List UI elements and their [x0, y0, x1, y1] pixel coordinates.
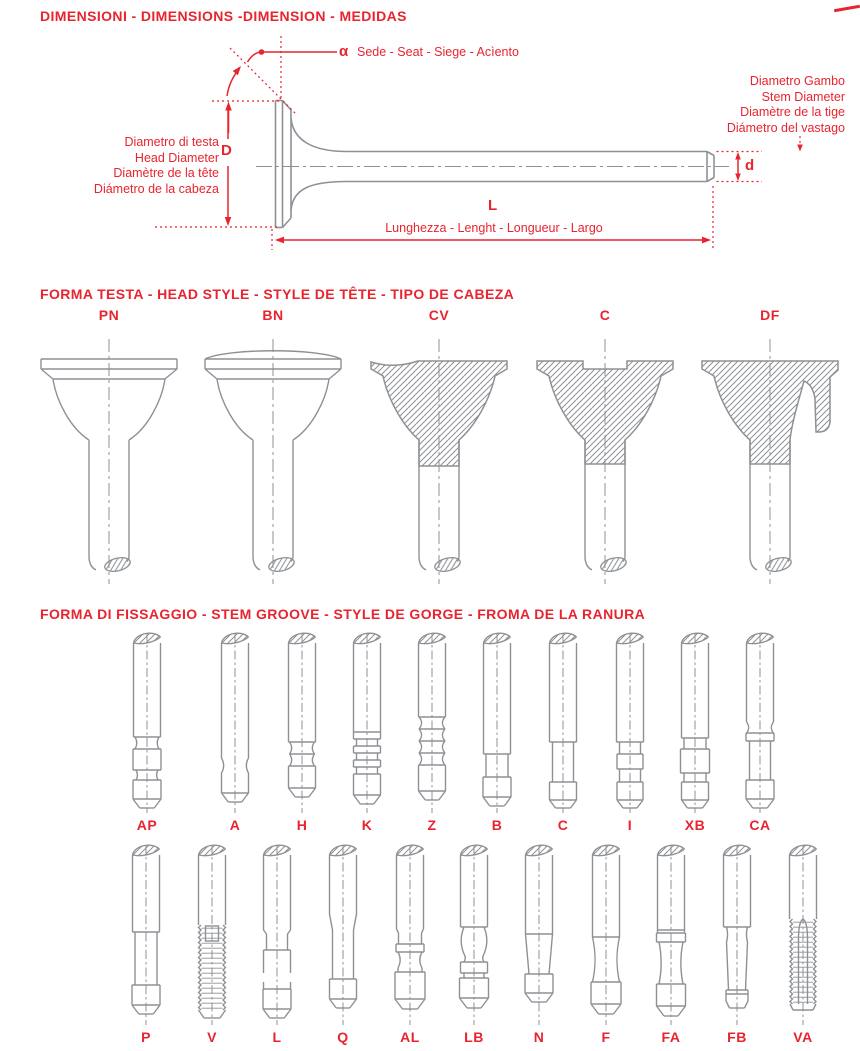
stem-diameter-label [560, 74, 845, 136]
stem-diameter-line-fr: Diamètre de la tige [740, 105, 845, 119]
stem-groove-figure-VA [773, 842, 833, 1046]
stem-groove-label: XB [684, 817, 706, 833]
head-style-drawing-CV [354, 336, 524, 588]
stem-groove-figure-F [576, 842, 636, 1046]
stem-groove-figure-V [182, 842, 242, 1046]
head-style-label: C [599, 307, 611, 323]
head-style-figure-CV [354, 306, 524, 588]
stem-groove-figure-H [272, 630, 332, 834]
stem-groove-drawing-F [576, 842, 636, 1028]
head-diameter-line-es: Diámetro de la cabeza [93, 181, 219, 196]
stem-groove-figure-AL [380, 842, 440, 1046]
length-dimension [272, 186, 713, 250]
section-title-dimensions: DIMENSIONI - DIMENSIONS -DIMENSION - MEDIDAS [40, 8, 407, 24]
stem-groove-figure-Z [402, 630, 462, 834]
stem-groove-figure-LB [444, 842, 504, 1046]
head-style-label: CV [428, 307, 450, 323]
stem-groove-figure-I [600, 630, 660, 834]
head-diameter-line-it: Diametro di testa [124, 135, 219, 149]
length-label: Lunghezza - Lenght - Longueur - Largo [385, 221, 603, 235]
head-style-drawing-BN [188, 336, 358, 588]
head-style-label: DF [760, 307, 780, 323]
stem-groove-drawing-FB [707, 842, 767, 1028]
stem-groove-label: C [557, 817, 569, 833]
head-diameter-line-en: Head Diameter [134, 150, 219, 165]
stem-groove-figure-K [337, 630, 397, 834]
stem-groove-label: AP [136, 817, 158, 833]
stem-groove-figure-N [509, 842, 569, 1046]
seat-label: Sede - Seat - Siege - Acìento [357, 45, 519, 59]
head-style-figure-PN [24, 306, 194, 588]
stem-groove-drawing-H [272, 630, 332, 816]
stem-groove-label: FA [661, 1029, 681, 1045]
stem-groove-label: AL [400, 1029, 420, 1045]
stem-groove-figure-C [533, 630, 593, 834]
stem-diameter-line-es: Diámetro del vastago [726, 120, 845, 135]
stem-groove-drawing-L [247, 842, 307, 1028]
section-title-stem-grooves: FORMA DI FISSAGGIO - STEM GROOVE - STYLE DE GORGE - FROMA DE LA RANURA [40, 606, 646, 622]
dimension-diagram [0, 0, 860, 270]
stem-groove-drawing-C [533, 630, 593, 816]
length-symbol: L [488, 197, 498, 214]
stem-groove-label: Z [427, 817, 437, 833]
stem-groove-figure-A [205, 630, 265, 834]
stem-groove-label: L [272, 1029, 282, 1045]
head-style-drawing-DF [685, 336, 855, 588]
stem-groove-figure-FA [641, 842, 701, 1046]
seat-angle-symbol: α [339, 43, 349, 60]
head-style-figure-BN [188, 306, 358, 588]
stem-groove-label: LB [464, 1029, 484, 1045]
stem-groove-drawing-V [182, 842, 242, 1028]
stem-groove-figure-CA [730, 630, 790, 834]
stem-groove-label: V [207, 1029, 217, 1045]
stem-groove-figure-XB [665, 630, 725, 834]
head-diameter-label [0, 135, 219, 197]
head-style-label: BN [262, 307, 284, 323]
stem-groove-figure-B [467, 630, 527, 834]
stem-groove-drawing-I [600, 630, 660, 816]
stem-groove-drawing-P [116, 842, 176, 1028]
stem-groove-label: N [533, 1029, 545, 1045]
stem-groove-drawing-AL [380, 842, 440, 1028]
stem-groove-drawing-K [337, 630, 397, 816]
stem-groove-figure-FB [707, 842, 767, 1046]
stem-groove-drawing-B [467, 630, 527, 816]
stem-groove-drawing-CA [730, 630, 790, 816]
stem-diameter-dimension [717, 136, 803, 182]
head-style-figure-C [520, 306, 690, 588]
stem-groove-figure-P [116, 842, 176, 1046]
stem-groove-label: K [361, 817, 373, 833]
stem-groove-label: H [296, 817, 308, 833]
head-style-drawing-PN [24, 336, 194, 588]
stem-diameter-symbol: d [745, 157, 755, 174]
stem-diameter-line-it: Diametro Gambo [749, 74, 845, 88]
seat-angle-annotation [212, 36, 337, 133]
stem-groove-drawing-XB [665, 630, 725, 816]
stem-groove-drawing-A [205, 630, 265, 816]
head-style-drawing-C [520, 336, 690, 588]
stem-groove-label: P [141, 1029, 151, 1045]
stem-groove-figure-AP [117, 630, 177, 834]
stem-groove-drawing-FA [641, 842, 701, 1028]
stem-groove-drawing-N [509, 842, 569, 1028]
stem-groove-drawing-VA [773, 842, 833, 1028]
section-title-head-styles: FORMA TESTA - HEAD STYLE - STYLE DE TÊTE - TIPO DE CABEZA [40, 286, 515, 302]
stem-groove-label: A [229, 817, 241, 833]
head-diameter-symbol: D [221, 142, 232, 159]
head-diameter-line-fr: Diamètre de la tête [113, 166, 219, 180]
stem-groove-drawing-AP [117, 630, 177, 816]
stem-groove-label: VA [793, 1029, 813, 1045]
stem-diameter-line-en: Stem Diameter [761, 89, 845, 104]
stem-groove-label: B [491, 817, 503, 833]
stem-groove-drawing-LB [444, 842, 504, 1028]
stem-groove-drawing-Q [313, 842, 373, 1028]
stem-groove-label: FB [727, 1029, 747, 1045]
stem-groove-label: F [601, 1029, 611, 1045]
stem-groove-drawing-Z [402, 630, 462, 816]
head-style-label: PN [98, 307, 120, 323]
stem-groove-label: Q [337, 1029, 349, 1045]
stem-groove-figure-Q [313, 842, 373, 1046]
stem-groove-label: I [627, 817, 633, 833]
head-style-figure-DF [685, 306, 855, 588]
stem-groove-label: CA [749, 817, 771, 833]
stem-groove-figure-L [247, 842, 307, 1046]
